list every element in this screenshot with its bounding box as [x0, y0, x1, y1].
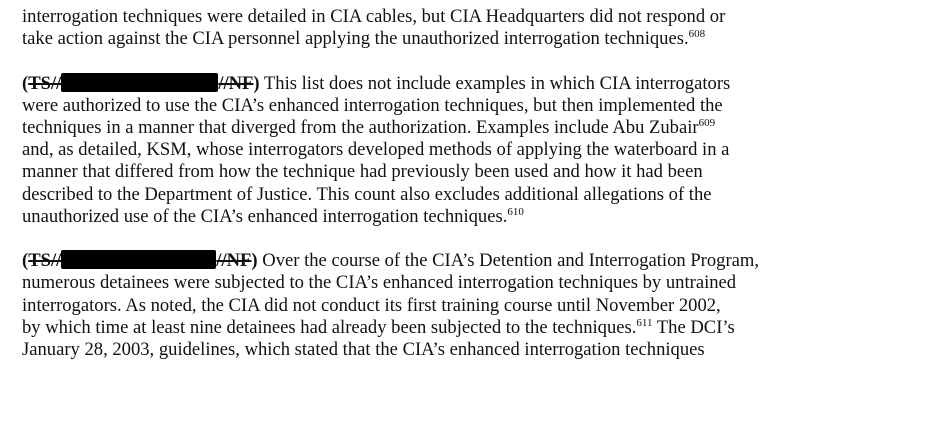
paragraph-gap	[22, 228, 922, 250]
text-line: January 28, 2003, guidelines, which stated that the CIA’s enhanced interrogation techniques	[22, 339, 705, 361]
text-line: by which time at least nine detainees had already been subjected to the techniques.$^{611}$ The DCI’s	[22, 316, 735, 338]
classification-marking: (TS// //NF)	[22, 72, 260, 94]
text-line: manner that differed from how the technique had previously been used and how it had been	[22, 161, 703, 183]
paragraph-gap	[22, 50, 922, 72]
paragraph-1	[22, 6, 922, 50]
text-line: numerous detainees were subjected to the CIA’s enhanced interrogation techniques by untrained	[22, 272, 737, 294]
text-line: and, as detailed, KSM, whose interrogators developed methods of applying the waterboard in a	[22, 139, 730, 161]
classification-marking: (TS// //NF)	[22, 250, 258, 272]
classification-ts-struck: TS	[28, 72, 51, 94]
text-line: techniques in a manner that diverged from the authorization. Examples include Abu Zubair$^{609}$	[22, 117, 716, 138]
text-line: (TS// //NF) Over the course of the CIA’s Detention and Interrogation Program,	[22, 250, 760, 272]
text-line: interrogation techniques were detailed in CIA cables, but CIA Headquarters did not respond or	[22, 6, 726, 27]
footnote-ref-611: 611	[636, 316, 653, 329]
redaction-bar	[61, 73, 218, 92]
text-line: interrogators. As noted, the CIA did not conduct its first training course until November 2002,	[22, 294, 721, 316]
dissem-nf-struck: //NF	[216, 250, 252, 272]
footnote-ref-608: 608	[688, 28, 706, 41]
footnote-ref-609: 609	[698, 117, 716, 129]
text-line: take action against the CIA personnel applying the unauthorized interrogation techniques.$^{608}$	[22, 28, 706, 50]
paragraph-3	[22, 250, 922, 361]
document-page	[22, 6, 922, 361]
footnote-ref-610: 610	[507, 205, 524, 218]
classification-ts-struck: TS	[28, 250, 51, 272]
text-line: were authorized to use the CIA’s enhanced interrogation techniques, but then implemented the	[22, 94, 723, 116]
paragraph-2	[22, 73, 922, 228]
text-line: described to the Department of Justice. This count also excludes additional allegations of the	[22, 183, 712, 205]
text-line: (TS// //NF) This list does not include examples in which CIA interrogators	[22, 72, 731, 94]
redaction-bar	[61, 250, 216, 269]
dissem-nf-struck: //NF	[218, 72, 254, 94]
text-line: unauthorized use of the CIA’s enhanced interrogation techniques.$^{610}$	[22, 205, 524, 227]
